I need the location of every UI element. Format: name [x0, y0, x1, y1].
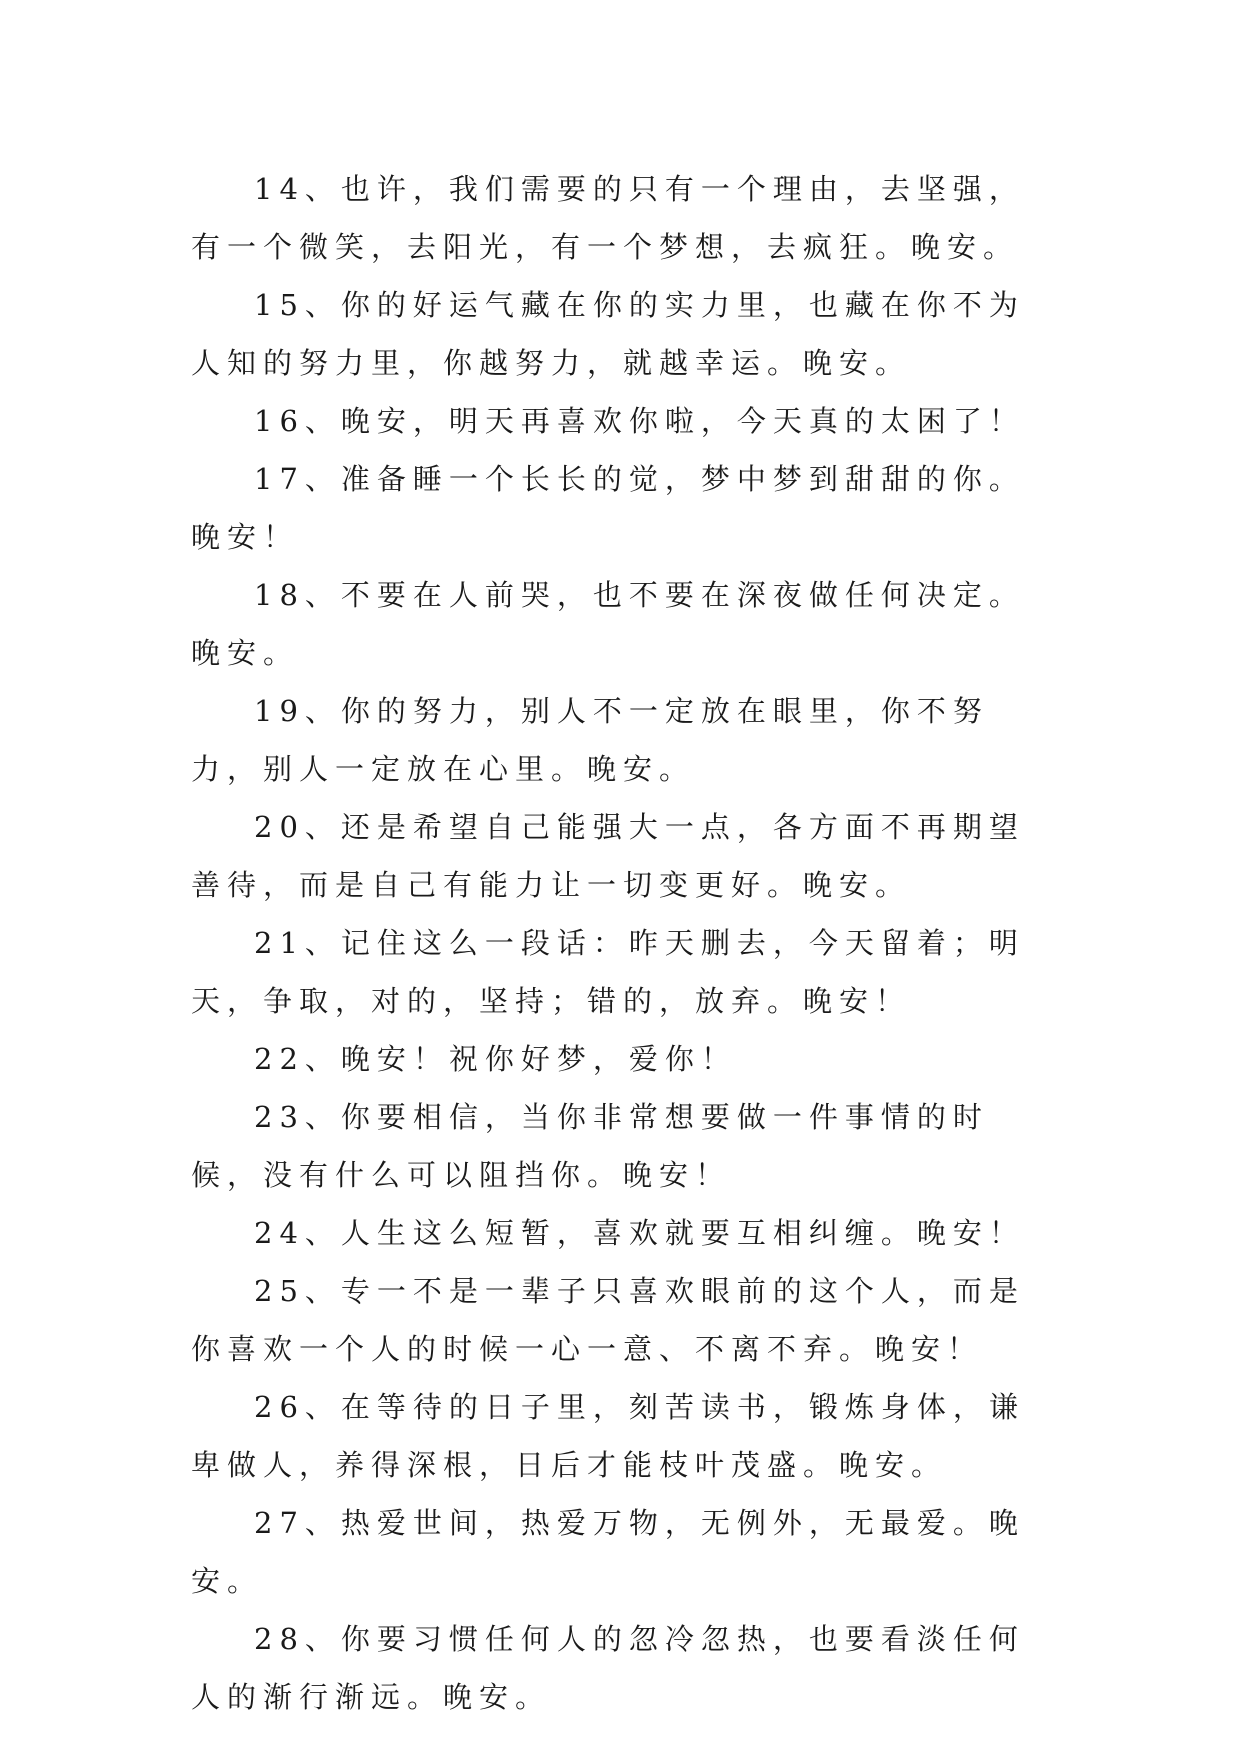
- paragraph-25: 25、专一不是一辈子只喜欢眼前的这个人，而是你喜欢一个人的时候一心一意、不离不弃。晚安！: [191, 1274, 1025, 1366]
- paragraph-21: 21、记住这么一段话：昨天删去，今天留着；明天，争取，对的，坚持；错的，放弃。晚安！: [191, 926, 1025, 1018]
- paragraph-28: 28、你要习惯任何人的忽冷忽热，也要看淡任何人的渐行渐远。晚安。: [191, 1622, 1025, 1714]
- paragraph-26: 26、在等待的日子里，刻苦读书，锻炼身体，谦卑做人，养得深根，日后才能枝叶茂盛。晚安。: [191, 1390, 1025, 1482]
- paragraph-19: 19、你的努力，别人不一定放在眼里，你不努力，别人一定放在心里。晚安。: [191, 694, 989, 786]
- paragraph-15: 15、你的好运气藏在你的实力里，也藏在你不为人知的努力里，你越努力，就越幸运。晚安。: [191, 288, 1025, 380]
- document-body: [191, 160, 1051, 1726]
- paragraph-14: 14、也许，我们需要的只有一个理由，去坚强，有一个微笑，去阳光，有一个梦想，去疯狂。晚安。: [191, 172, 1025, 264]
- paragraph-20: 20、还是希望自己能强大一点，各方面不再期望善待，而是自己有能力让一切变更好。晚安。: [191, 810, 1025, 902]
- paragraph-27: 27、热爱世间，热爱万物，无例外，无最爱。晚安。: [191, 1506, 1025, 1598]
- paragraph-16: 16、晚安，明天再喜欢你啦，今天真的太困了！: [254, 404, 1025, 438]
- paragraph-22: 22、晚安！祝你好梦，爱你！: [254, 1042, 737, 1076]
- paragraph-17: 17、准备睡一个长长的觉，梦中梦到甜甜的你。晚安！: [191, 462, 1025, 554]
- paragraph-24: 24、人生这么短暂，喜欢就要互相纠缠。晚安！: [254, 1216, 1025, 1250]
- paragraph-23: 23、你要相信，当你非常想要做一件事情的时候，没有什么可以阻挡你。晚安！: [191, 1100, 989, 1192]
- paragraph-18: 18、不要在人前哭，也不要在深夜做任何决定。晚安。: [191, 578, 1025, 670]
